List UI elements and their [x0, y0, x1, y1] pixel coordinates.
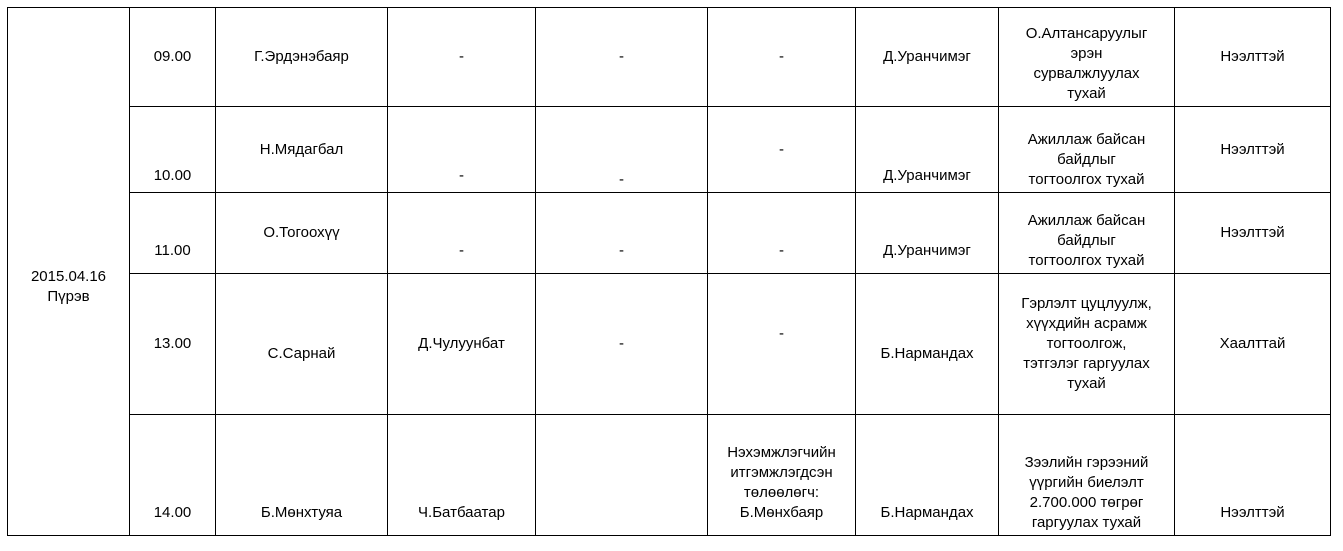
table-row	[8, 193, 1331, 274]
time-cell: 09.00	[130, 8, 216, 107]
table-row	[8, 8, 1331, 107]
table-row	[8, 415, 1331, 536]
representative-cell: -	[708, 107, 856, 193]
time-cell: 13.00	[130, 274, 216, 415]
hearing-weekday: Пүрэв	[47, 287, 90, 305]
plaintiff-cell: Б.Мөнхтуяа	[216, 415, 388, 536]
third-party-cell: -	[536, 193, 708, 274]
hearing-schedule-table	[7, 7, 1331, 536]
session-status-cell: Нээлттэй	[1175, 193, 1331, 274]
session-status-cell: Нээлттэй	[1175, 8, 1331, 107]
third-party-cell: -	[536, 274, 708, 415]
defendant-cell: Ч.Батбаатар	[388, 415, 536, 536]
time-cell: 10.00	[130, 107, 216, 193]
defendant-cell: -	[388, 193, 536, 274]
case-subject-cell: Ажиллаж байсан байдлыг тогтоолгох тухай	[999, 107, 1175, 193]
representative-cell: -	[708, 8, 856, 107]
time-cell: 11.00	[130, 193, 216, 274]
defendant-cell: -	[388, 107, 536, 193]
case-subject-cell: О.Алтансаруулыг эрэн сурвалжлуулах тухай	[999, 8, 1175, 107]
date-cell	[8, 8, 130, 536]
judge-cell: Д.Уранчимэг	[856, 8, 999, 107]
plaintiff-cell: С.Сарнай	[216, 274, 388, 415]
plaintiff-cell: Н.Мядагбал	[216, 107, 388, 193]
case-subject-cell: Гэрлэлт цуцлуулж, хүүхдийн асрамж тогтоолгож, тэтгэлэг гаргуулах тухай	[999, 274, 1175, 415]
hearing-date: 2015.04.16	[30, 267, 107, 285]
session-status-cell: Нээлттэй	[1175, 107, 1331, 193]
case-subject-cell: Ажиллаж байсан байдлыг тогтоолгох тухай	[999, 193, 1175, 274]
time-cell: 14.00	[130, 415, 216, 536]
judge-cell: Д.Уранчимэг	[856, 107, 999, 193]
plaintiff-cell: О.Тогоохүү	[216, 193, 388, 274]
defendant-cell: -	[388, 8, 536, 107]
representative-cell: -	[708, 274, 856, 415]
third-party-cell: -	[536, 107, 708, 193]
representative-cell: Нэхэмжлэгчийн итгэмжлэгдсэн төлөөлөгч: Б.Мөнхбаяр	[708, 415, 856, 536]
defendant-cell: Д.Чулуунбат	[388, 274, 536, 415]
judge-cell: Б.Нармандах	[856, 274, 999, 415]
plaintiff-cell: Г.Эрдэнэбаяр	[216, 8, 388, 107]
table-row	[8, 107, 1331, 193]
session-status-cell: Хаалттай	[1175, 274, 1331, 415]
table-row	[8, 274, 1331, 415]
third-party-cell	[536, 415, 708, 536]
judge-cell: Б.Нармандах	[856, 415, 999, 536]
representative-cell: -	[708, 193, 856, 274]
case-subject-cell: Зээлийн гэрээний үүргийн биелэлт 2.700.000 төгрөг гаргуулах тухай	[999, 415, 1175, 536]
judge-cell: Д.Уранчимэг	[856, 193, 999, 274]
session-status-cell: Нээлттэй	[1175, 415, 1331, 536]
third-party-cell: -	[536, 8, 708, 107]
